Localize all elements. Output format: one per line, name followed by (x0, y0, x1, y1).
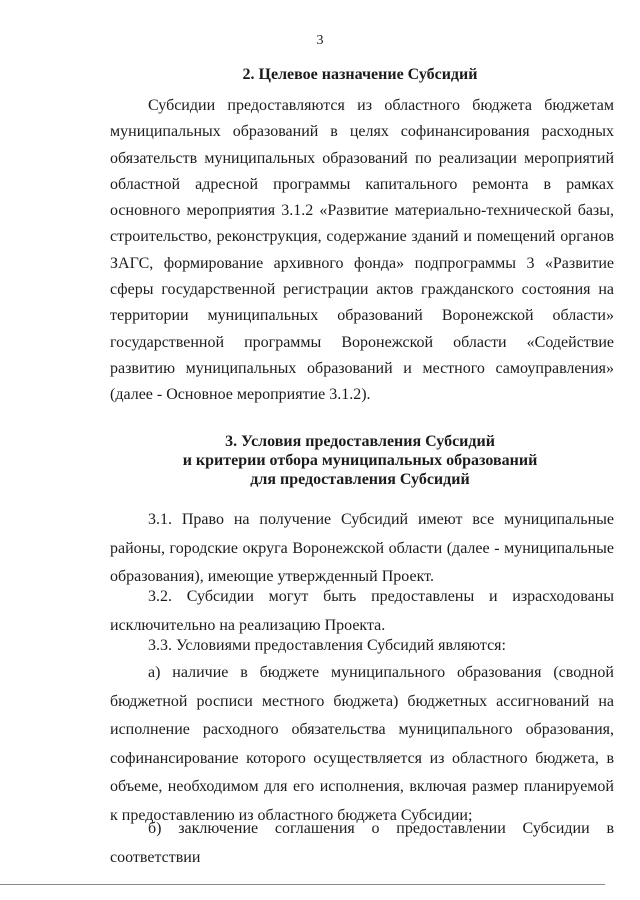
section-2-heading-text: 2. Целевое назначение Субсидий (242, 66, 478, 83)
paragraph-3-3-a: а) наличие в бюджете муниципального образования (сводной бюджетной росписи местного бюджета) бюджетных ассигнований на исполнение расходного обязательства муниципального образования, софинансирование которого осуществляется из областного бюджета, в объеме, необходимом для его исполнения, включая размер планируемой к предоставлению из областного бюджета Субсидии; (110, 664, 614, 824)
section-3-heading-line: для предоставления Субсидий (250, 471, 470, 488)
section-3-heading (110, 432, 610, 489)
paragraph-3-3-b: б) заключение соглашения о предоставлении Субсидии в соответствии (110, 820, 614, 866)
paragraph-3-1: 3.1. Право на получение Субсидий имеют все муниципальные районы, городские округа Воронежской области (далее - муниципальные образования), имеющие утвержденный Проект. (110, 511, 614, 586)
section-3-heading-line: 3. Условия предоставления Субсидий (225, 433, 495, 450)
page-number: 3 (316, 33, 324, 48)
section-2-paragraph: Субсидии предоставляются из областного бюджета бюджетам муниципальных образований в целях софинансирования расходных обязательств муниципальных образований по реализации мероприятий областной адресной программы капитального ремонта в рамках основного мероприятия 3.1.2 «Развитие материально-технической базы, строительство, реконструкция, содержание зданий и помещений органов ЗАГС, формирование архивного фонда» подпрограммы 3 «Развитие сферы государственной регистрации актов гражданского состояния на территории муниципальных образований Воронежской области» государственной программы Воронежской области «Содействие развитию муниципальных образований и местного самоуправления» (далее - Основное мероприятие 3.1.2). (110, 97, 614, 404)
footer-rule (0, 884, 605, 885)
section-2-heading (110, 65, 610, 84)
paragraph-3-3: 3.3. Условиями предоставления Субсидий являются: (148, 637, 506, 654)
section-3-heading-line: и критерии отбора муниципальных образований (182, 452, 538, 469)
paragraph-3-2: 3.2. Субсидии могут быть предоставлены и израсходованы исключительно на реализацию Проекта. (110, 588, 614, 634)
